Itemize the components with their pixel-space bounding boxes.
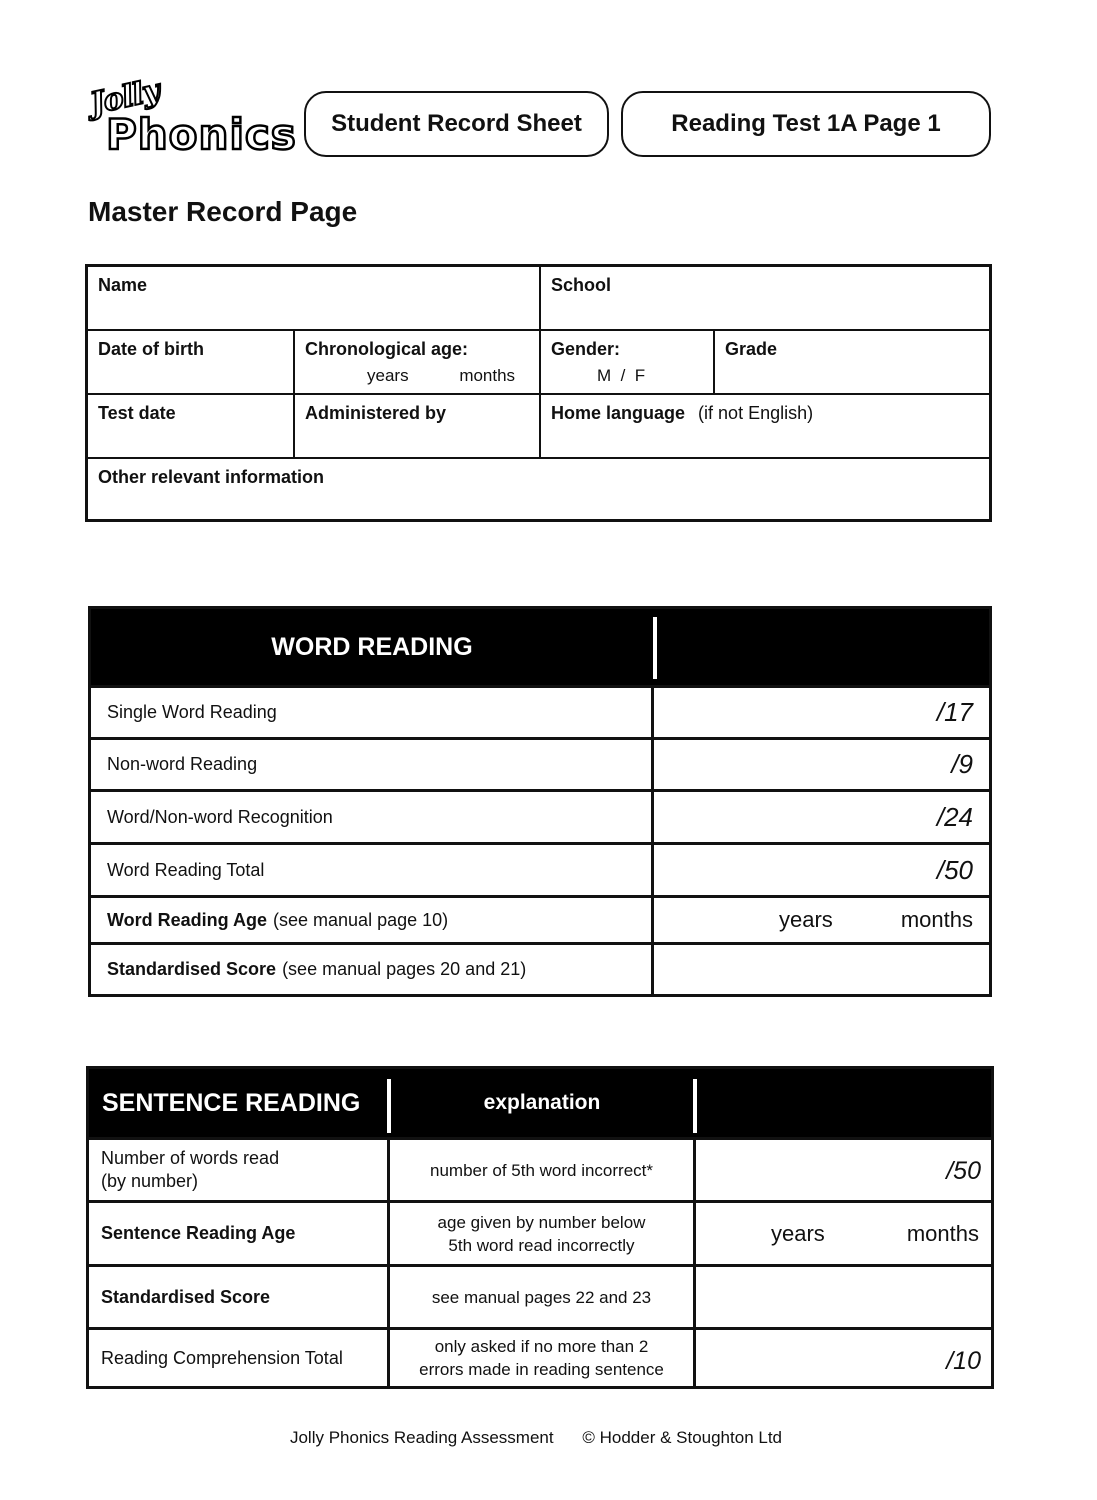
other-info-label: Other relevant information (98, 467, 325, 487)
sentence-reading-table (86, 1066, 994, 1389)
years-unit: years (779, 907, 833, 932)
score-field[interactable]: /24 (936, 801, 973, 832)
student-record-sheet-label: Student Record Sheet (304, 91, 609, 157)
home-language-label (551, 403, 813, 423)
score-field[interactable]: /17 (936, 697, 973, 727)
score-value: /50 (946, 1157, 981, 1185)
word-reading-age-field[interactable] (654, 898, 989, 942)
table-row (91, 842, 989, 895)
row-label-line2: (by number) (101, 1171, 199, 1191)
footer (0, 1428, 1072, 1448)
sentence-reading-age-field[interactable] (696, 1203, 991, 1264)
row-label: Reading Comprehension Total (89, 1330, 390, 1386)
row-label: Single Word Reading (91, 688, 654, 737)
standardised-score-label: Standardised Score (107, 959, 277, 979)
word-reading-age-label: Word Reading Age (107, 909, 268, 930)
table-row (91, 737, 989, 789)
table-row (89, 1327, 991, 1386)
table-row (89, 1264, 991, 1327)
test-date-field[interactable] (88, 395, 295, 459)
word-reading-header (91, 609, 989, 685)
row-label (91, 898, 654, 942)
months-unit: months (906, 1220, 979, 1246)
chronological-age-field[interactable] (295, 331, 541, 395)
gender-field[interactable] (541, 331, 715, 395)
header-divider (693, 1079, 697, 1133)
sentence-reading-title: SENTENCE READING (102, 1088, 361, 1117)
score-field[interactable]: /50 (936, 854, 973, 885)
row-label (89, 1140, 390, 1200)
explanation-line2: 5th word read incorrectly (448, 1235, 635, 1255)
home-language-field[interactable] (541, 395, 989, 459)
header-divider (653, 617, 657, 679)
explanation-line1: only asked if no more than 2 (434, 1337, 649, 1356)
row-label: Sentence Reading Age (89, 1203, 390, 1264)
row-label (91, 945, 654, 994)
standardised-score-row (91, 942, 989, 994)
chronological-age-units (305, 366, 529, 386)
standardised-score-note: (see manual pages 20 and 21) (282, 959, 527, 979)
logo-phonics-text: Phonics (106, 110, 297, 159)
row-explanation (390, 1330, 696, 1386)
row-explanation: see manual pages 22 and 23 (390, 1267, 696, 1327)
school-field[interactable] (541, 267, 989, 331)
administered-by-label: Administered by (305, 403, 447, 423)
footer-title: Jolly Phonics Reading Assessment (289, 1428, 554, 1447)
administered-by-field[interactable] (295, 395, 541, 459)
jolly-phonics-logo (86, 73, 297, 162)
home-language-label-text: Home language (551, 403, 686, 423)
gender-options: M / F (597, 366, 646, 385)
other-info-field[interactable] (88, 459, 989, 519)
explanation-line1: age given by number below (437, 1212, 646, 1232)
row-label: Word Reading Total (91, 845, 654, 895)
row-label: Standardised Score (89, 1267, 390, 1327)
gender-label: Gender: (551, 339, 621, 359)
student-info-table (85, 264, 992, 522)
row-explanation: number of 5th word incorrect* (390, 1140, 696, 1200)
name-field[interactable] (88, 267, 541, 331)
sentence-reading-header (89, 1069, 991, 1137)
home-language-note: (if not English) (698, 403, 814, 423)
table-row (89, 1137, 991, 1200)
months-unit: months (900, 907, 973, 932)
score-value: /10 (946, 1347, 981, 1375)
table-row (89, 1200, 991, 1264)
explanation-header: explanation (483, 1091, 601, 1114)
row-label: Word/Non-word Recognition (91, 792, 654, 842)
explanation-line2: errors made in reading sentence (419, 1360, 664, 1379)
word-reading-table (88, 606, 992, 997)
dob-field[interactable] (88, 331, 295, 395)
table-row (91, 789, 989, 842)
word-reading-title: WORD READING (271, 632, 473, 661)
footer-copyright: © Hodder & Stoughton Ltd (582, 1428, 783, 1447)
chronological-age-label: Chronological age: (305, 339, 469, 359)
score-field[interactable] (696, 1330, 991, 1386)
logo-jolly-text: Jolly (87, 73, 163, 122)
grade-field[interactable] (715, 331, 989, 395)
months-unit: months (459, 366, 516, 385)
page-title: Master Record Page (88, 196, 358, 227)
name-label: Name (98, 275, 148, 295)
table-row (91, 685, 989, 737)
grade-label: Grade (725, 339, 778, 359)
score-field[interactable] (696, 1140, 991, 1200)
standardised-score-field[interactable] (654, 945, 989, 994)
row-label: Non-word Reading (91, 740, 654, 789)
row-explanation (390, 1203, 696, 1264)
school-label: School (551, 275, 612, 295)
years-unit: years (367, 366, 409, 385)
test-date-label: Test date (98, 403, 176, 423)
word-reading-age-row (91, 895, 989, 942)
reading-test-label: Reading Test 1A Page 1 (621, 91, 991, 157)
row-label-line1: Number of words read (101, 1148, 280, 1168)
years-unit: years (771, 1220, 825, 1246)
score-field[interactable]: /9 (951, 749, 973, 779)
standardised-score-field[interactable] (696, 1267, 991, 1327)
word-reading-age-note: (see manual page 10) (273, 909, 449, 930)
dob-label: Date of birth (98, 339, 204, 359)
